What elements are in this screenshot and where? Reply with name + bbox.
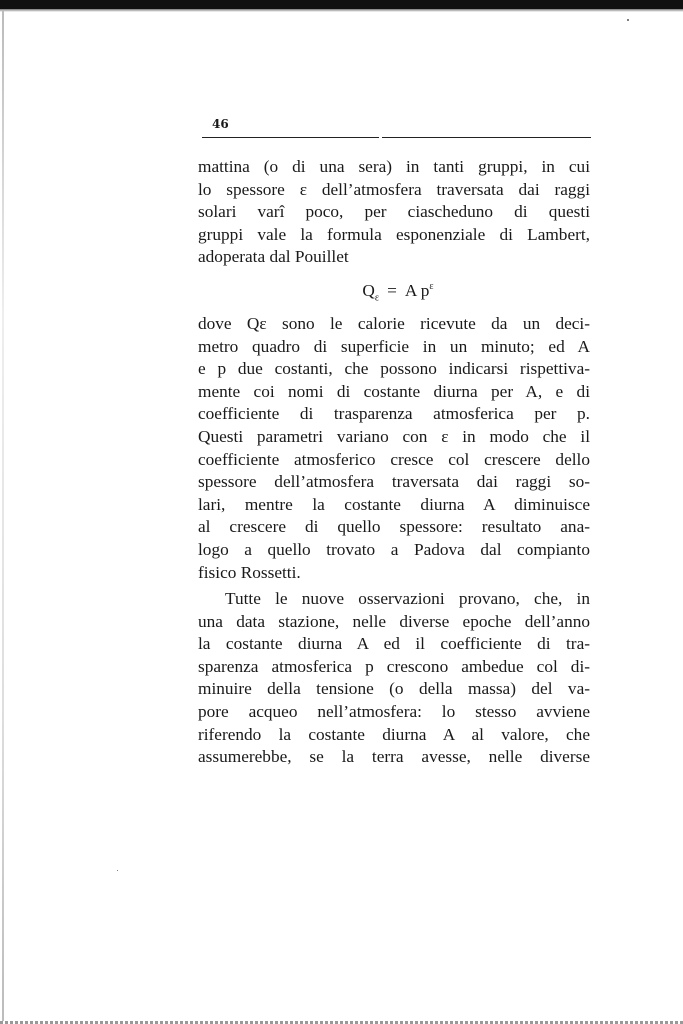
text-line: adoperata dal Pouillet (198, 247, 349, 267)
text-line: mente coi nomi di costante diurna per A, e di (198, 381, 590, 401)
text-line: lari, mentre la costante diurna A diminuisce (198, 494, 590, 514)
header-rule-right (382, 137, 591, 138)
scan-left-edge (2, 10, 4, 1024)
page-number: 46 (212, 117, 229, 131)
text-line: coefficiente di trasparenza atmosferica per p. (198, 404, 590, 424)
paragraph-3 (198, 588, 590, 769)
formula-rhs-exponent: ε (429, 281, 434, 293)
formula-lambert (198, 269, 590, 313)
scan-speck (627, 19, 629, 21)
text-line: fisico Rossetti. (198, 562, 301, 582)
formula-equals: = (387, 280, 397, 300)
formula-lhs-subscript: ε (374, 292, 380, 304)
text-line: solari varî poco, per ciascheduno di questi (198, 202, 590, 222)
paragraph-2 (198, 313, 590, 584)
formula-lhs: Q (362, 280, 375, 300)
text-line: coefficiente atmosferico cresce col crescere dello (198, 449, 590, 469)
text-line: spessore dell’atmosfera traversata dai raggi so- (198, 472, 590, 492)
text-line: logo a quello trovato a Padova dal compianto (198, 539, 590, 559)
header-rule-left (202, 137, 379, 138)
scan-speck (117, 870, 118, 871)
text-line: sparenza atmosferica p crescono ambedue col di- (198, 656, 590, 676)
text-line: riferendo la costante diurna A al valore, che (198, 724, 590, 744)
text-line: Tutte le nuove osservazioni provano, che, in (225, 589, 590, 609)
text-line: mattina (o di una sera) in tanti gruppi, in cui (198, 157, 590, 176)
text-line: minuire della tensione (o della massa) del va- (198, 679, 590, 699)
body-text (198, 156, 590, 769)
text-line: al crescere di quello spessore: resultato ana- (198, 517, 590, 537)
text-line: la costante diurna A ed il coefficiente di tra- (198, 634, 590, 654)
scan-top-shadow (0, 9, 683, 12)
paragraph-1 (198, 156, 590, 269)
scan-top-border (0, 0, 683, 9)
text-line: gruppi vale la formula esponenziale di Lambert, (198, 224, 590, 244)
text-line: e p due costanti, che possono indicarsi rispettiva- (198, 359, 590, 379)
text-line: assumerebbe, se la terra avesse, nelle diverse (198, 747, 590, 767)
formula-rhs: A p (404, 280, 430, 300)
text-line: una data stazione, nelle diverse epoche dell’anno (198, 611, 590, 631)
text-line: Questi parametri variano con ε in modo che il (198, 426, 590, 446)
text-line: lo spessore ε dell’atmosfera traversata dai raggi (198, 179, 590, 199)
text-line: metro quadro di superficie in un minuto; ed A (198, 336, 590, 356)
text-line: pore acqueo nell’atmosfera: lo stesso avviene (198, 702, 590, 722)
text-line: dove Qε sono le calorie ricevute da un deci- (198, 313, 590, 333)
